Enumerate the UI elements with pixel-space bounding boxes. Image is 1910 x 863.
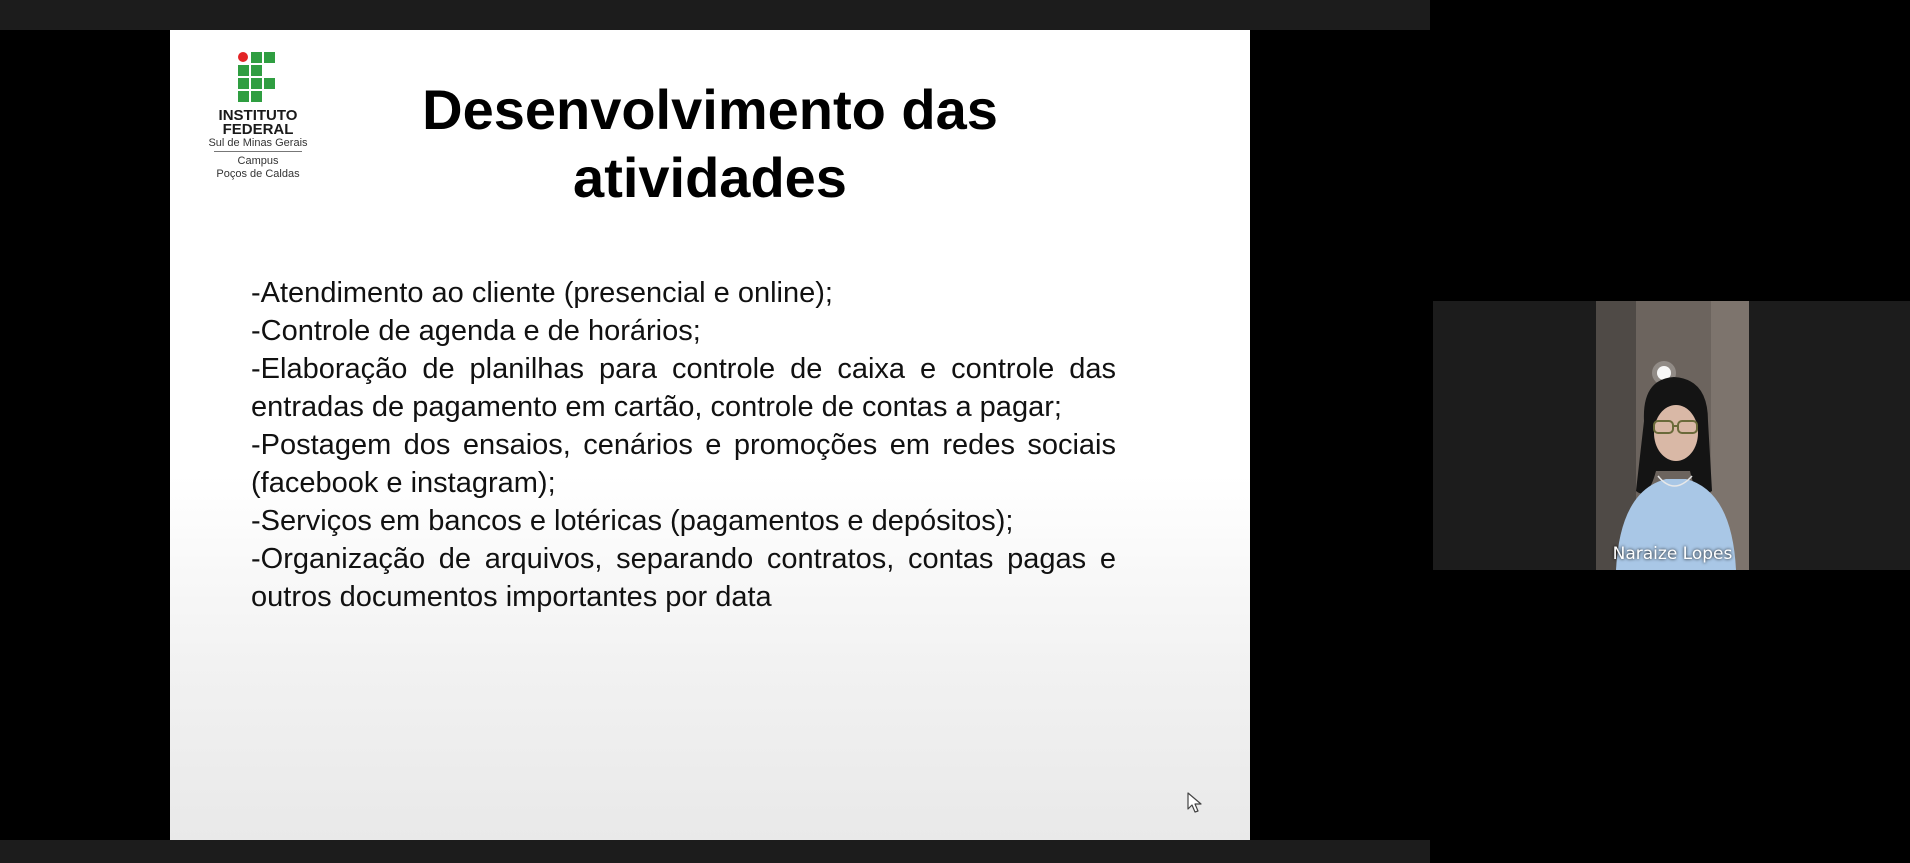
- participant-tile[interactable]: [1433, 301, 1910, 570]
- logo-campus: Campus: [237, 155, 279, 167]
- bottom-bar: [0, 840, 1430, 863]
- logo-divider: [214, 151, 302, 152]
- top-bar: [0, 0, 1430, 30]
- activity-item: -Atendimento ao cliente (presencial e online);: [251, 277, 833, 309]
- mouse-pointer-icon: [1187, 792, 1203, 814]
- logo-grid-icon: [238, 52, 278, 104]
- slide-title-line-2: atividades: [573, 146, 847, 209]
- slide-title-line-1: Desenvolvimento das: [422, 78, 998, 141]
- logo-federal: FEDERAL: [222, 121, 294, 138]
- logo-city: Poços de Caldas: [216, 168, 300, 180]
- logo-region: Sul de Minas Gerais: [208, 137, 308, 149]
- instituto-federal-logo: [202, 50, 314, 190]
- activity-list: [251, 274, 1116, 616]
- presentation-slide: [170, 30, 1250, 840]
- activity-item: -Serviços em bancos e lotéricas (pagamentos e depósitos);: [251, 505, 1014, 537]
- activity-item: -Postagem dos ensaios, cenários e promoções em redes sociais (facebook e instagram);: [251, 429, 1116, 499]
- activity-item: -Organização de arquivos, separando contratos, contas pagas e outros documentos importantes por data: [251, 543, 1116, 613]
- activity-item: -Elaboração de planilhas para controle de caixa e controle das entradas de pagamento em cartão, controle de contas a pagar;: [251, 353, 1116, 423]
- participant-name: Naraize Lopes: [1612, 544, 1733, 564]
- participant-video: [1596, 301, 1749, 570]
- logo-instituto: INSTITUTO: [218, 107, 298, 124]
- slide-title: [350, 76, 1070, 212]
- participant-avatar-image: [1596, 301, 1749, 570]
- activity-item: -Controle de agenda e de horários;: [251, 315, 701, 347]
